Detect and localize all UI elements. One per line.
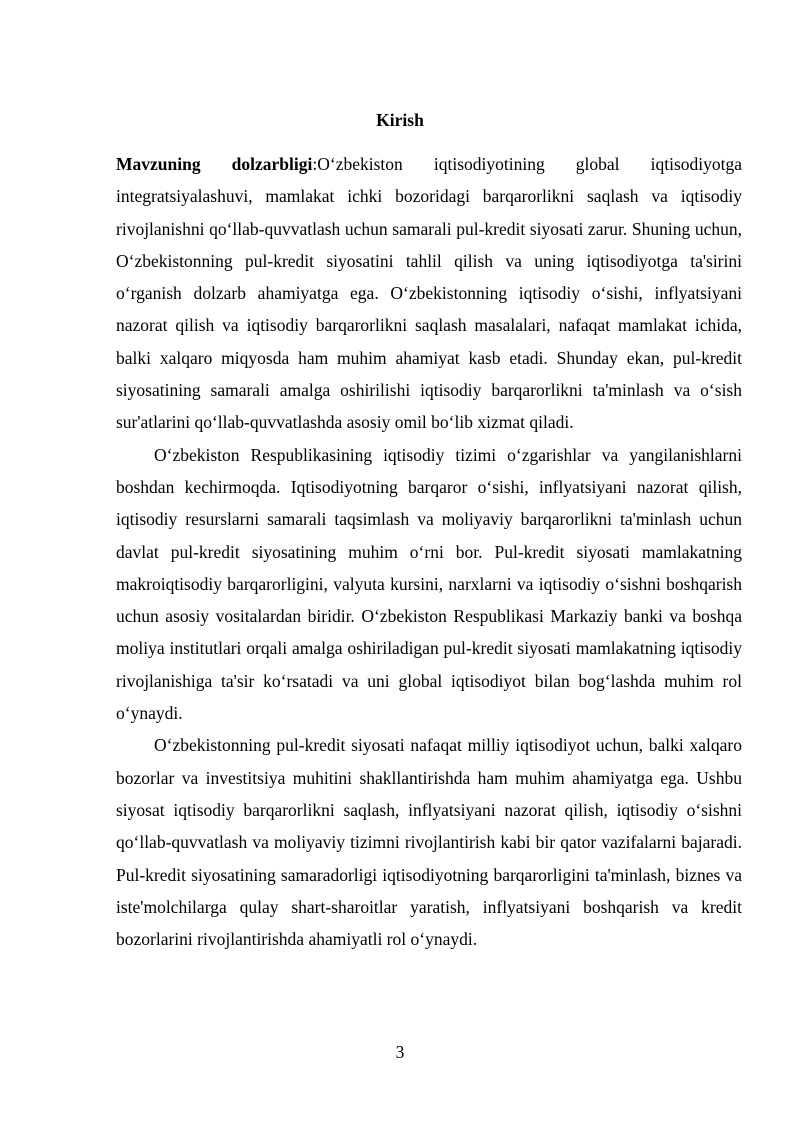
body-text xyxy=(116,148,742,955)
paragraph-economic-system: O‘zbekiston Respublikasining iqtisodiy tizimi o‘zgarishlar va yangilanishlarni boshdan kechirmoqda. Iqtisodiyotning barqaror o‘sishi, inflyatsiyani nazorat qilish, iqtisodiy resurslarni samarali taqsimlash va moliyaviy barqarorlikni ta'minlash uchun davlat pul-kredit siyosatining muhim o‘rni bor. Pul-kredit siyosati mamlakatning makroiqtisodiy barqarorligini, valyuta kursini, narxlarni va iqtisodiy o‘sishni boshqarish uchun asosiy vositalardan biridir. O‘zbekiston Respublikasi Markaziy banki va boshqa moliya institutlari orqali amalga oshiriladigan pul-kredit siyosati mamlakatning iqtisodiy rivojlanishiga ta'sir ko‘rsatadi va uni global iqtisodiyot bilan bog‘lashda muhim rol o‘ynaydi. xyxy=(116,444,742,724)
paragraph-lead: Mavzuning dolzarbligi xyxy=(116,154,313,174)
page-title: Kirish xyxy=(376,110,424,130)
paragraph-text: :O‘zbekiston iqtisodiyotining global iqtisodiyotga integratsiyalashuvi, mamlakat ichki bozoridagi barqarorlikni saqlash va iqtisodiy rivojlanishni qo‘llab-quvvatlash uchun samarali pul-kredit siyosati zarur. Shuning uchun, O‘zbekistonning pul-kredit siyosatini tahlil qilish va uning iqtisodiyotga ta'sirini o‘rganish dolzarb ahamiyatga ega. O‘zbekistonning iqtisodiy o‘sishi, inflyatsiyani nazorat qilish va iqtisodiy barqarorlikni saqlash masalalari, nafaqat mamlakat ichida, balki xalqaro miqyosda ham muhim ahamiyat kasb etadi. Shunday ekan, pul-kredit siyosatining samarali amalga oshirilishi iqtisodiy barqarorlikni ta'minlash va o‘sish sur'atlarini qo‘llab-quvvatlashda asosiy omil bo‘lib xizmat qiladi. xyxy=(116,154,742,433)
paragraph-intro xyxy=(116,148,742,439)
paragraph-monetary-policy: O‘zbekistonning pul-kredit siyosati nafaqat milliy iqtisodiyot uchun, balki xalqaro bozorlar va investitsiya muhitini shakllantirishda ham muhim ahamiyatga ega. Ushbu siyosat iqtisodiy barqarorlikni saqlash, inflyatsiyani nazorat qilish, iqtisodiy o‘sishni qo‘llab-quvvatlash va moliyaviy tizimni rivojlantirish kabi bir qator vazifalarni bajaradi. Pul-kredit siyosatining samaradorligi iqtisodiyotning barqarorligini ta'minlash, biznes va iste'molchilarga qulay shart-sharoitlar yaratish, inflyatsiyani boshqarish va kredit bozorlarini rivojlantirishda ahamiyatli rol o‘ynaydi. xyxy=(116,735,742,950)
page-number: 3 xyxy=(395,1042,405,1062)
